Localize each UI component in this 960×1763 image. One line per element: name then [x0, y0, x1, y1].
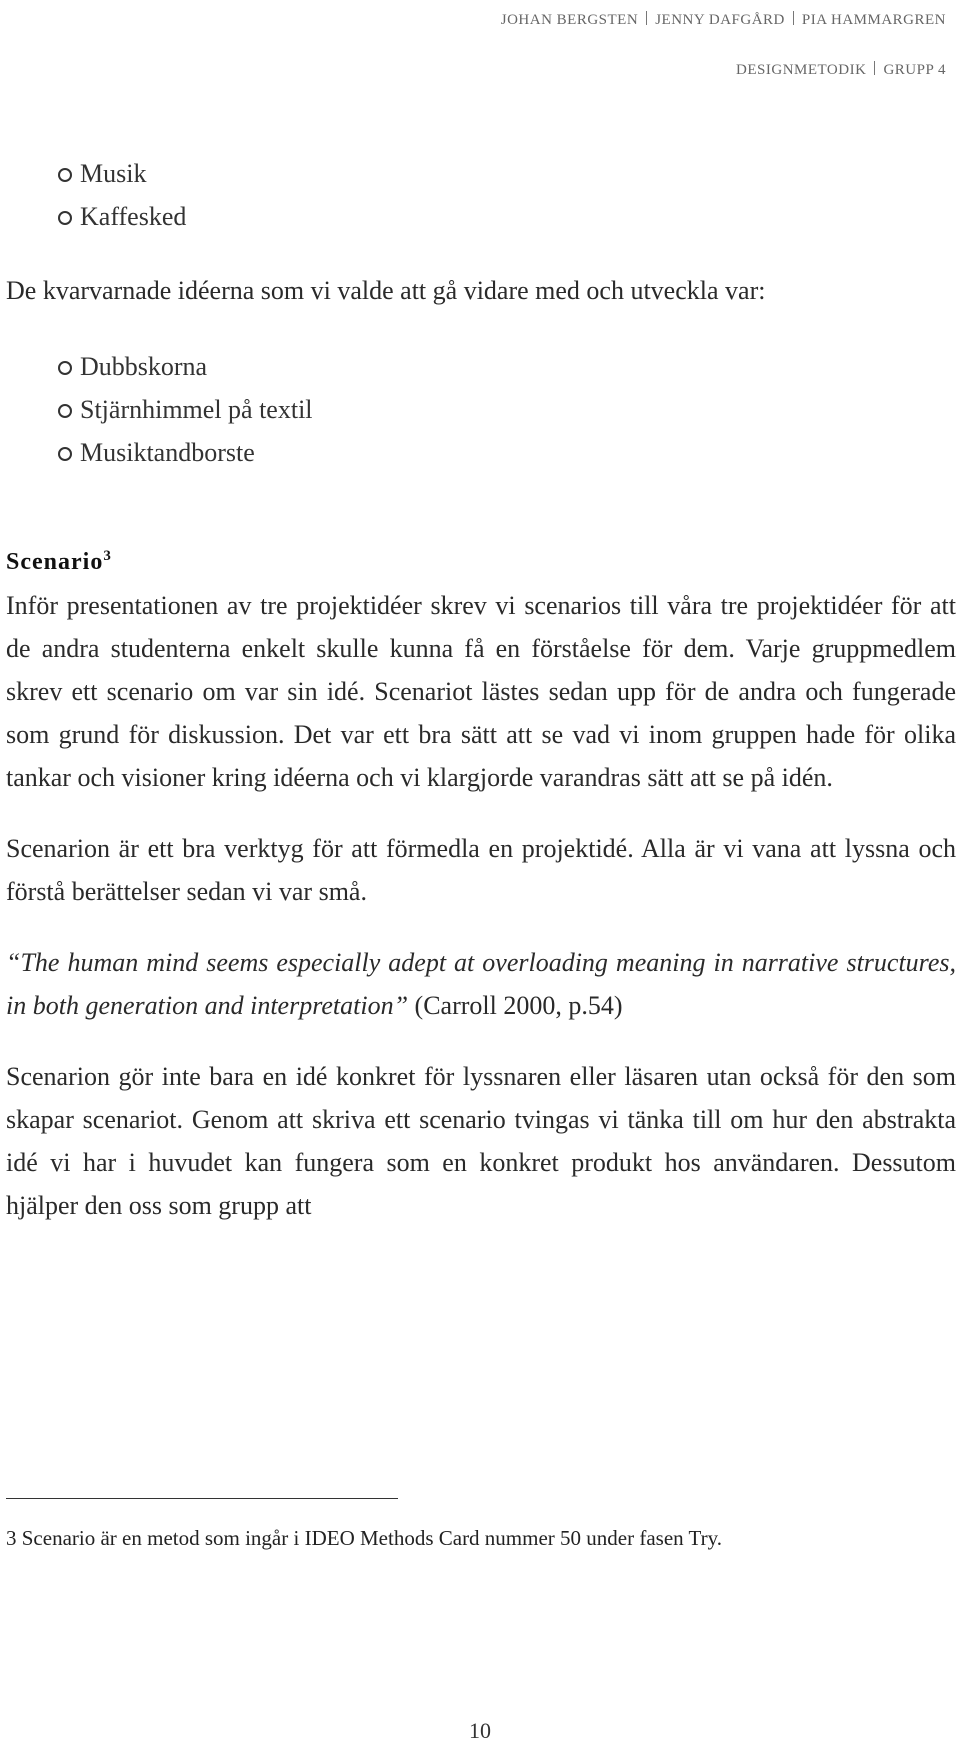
body-paragraph: Scenarion gör inte bara en idé konkret för lyssnaren eller läsaren utan också för den som skapar scenariot. Genom att skriva ett scenario tvingas vi tänka till om hur den abstrakta idé vi har i huvudet kan fungera som en konkret produkt hos användaren. Dessutom hjälper den oss som grupp att	[6, 1062, 956, 1220]
page-number: 10	[469, 1718, 491, 1743]
bullet-list-ideas	[6, 152, 956, 238]
circle-bullet-icon	[58, 447, 72, 461]
header-authors	[501, 6, 946, 56]
footnote	[6, 1526, 722, 1551]
list-item: Kaffesked	[62, 195, 956, 238]
body-paragraph: Inför presentationen av tre projektidéer skrev vi scenarios till våra tre projektidéer för att de andra studenterna enkelt skulle kunna få en förståelse för dem. Varje gruppmedlem skrev ett scenario om var sin idé. Scenariot lästes sedan upp för de andra och fungerade som grund för diskussion. Det var ett bra sätt att se vad vi inom gruppen hade för olika tankar och visioner kring idéerna och vi klargjorde varandras sätt att se på idén.	[6, 591, 956, 792]
author-name: JENNY DAFGÅRD	[655, 12, 785, 28]
group-name: GRUPP 4	[883, 62, 946, 78]
block-quote	[6, 941, 956, 1027]
header-separator	[874, 61, 875, 75]
circle-bullet-icon	[58, 211, 72, 225]
intro-paragraph: De kvarvarnade idéerna som vi valde att gå vidare med och utveckla var:	[6, 276, 766, 305]
footnote-number: 3	[6, 1526, 17, 1550]
header-course	[501, 56, 946, 106]
author-name: JOHAN BERGSTEN	[500, 12, 639, 28]
author-name: PIA HAMMARGREN	[801, 12, 946, 28]
bullet-list-selected	[6, 345, 956, 474]
section-heading: Scenario$^3$	[6, 548, 112, 575]
body-paragraph: Scenarion är ett bra verktyg för att förmedla en projektidé. Alla är vi vana att lyssna och förstå berättelser sedan vi var små.	[6, 834, 956, 906]
circle-bullet-icon	[58, 404, 72, 418]
footnote-reference: 3	[103, 548, 112, 564]
page-header	[501, 6, 946, 106]
quote-text: “The human mind seems especially adept at overloading meaning in narrative structures, in both generation and interpretation”	[6, 948, 956, 1020]
list-item: Musik	[62, 152, 956, 195]
footnote-divider	[6, 1498, 398, 1499]
list-item: Stjärnhimmel på textil	[62, 388, 956, 431]
course-name: DESIGNMETODIK	[736, 62, 867, 78]
quote-citation: (Carroll 2000, p.54)	[414, 991, 623, 1020]
page-body	[6, 152, 956, 1227]
list-item: Musiktandborste	[62, 431, 956, 474]
footnote-text: Scenario är en metod som ingår i IDEO Methods Card nummer 50 under fasen Try.	[21, 1526, 722, 1550]
circle-bullet-icon	[58, 361, 72, 375]
list-item: Dubbskorna	[62, 345, 956, 388]
header-separator	[793, 11, 794, 25]
circle-bullet-icon	[58, 168, 72, 182]
header-separator	[646, 11, 647, 25]
